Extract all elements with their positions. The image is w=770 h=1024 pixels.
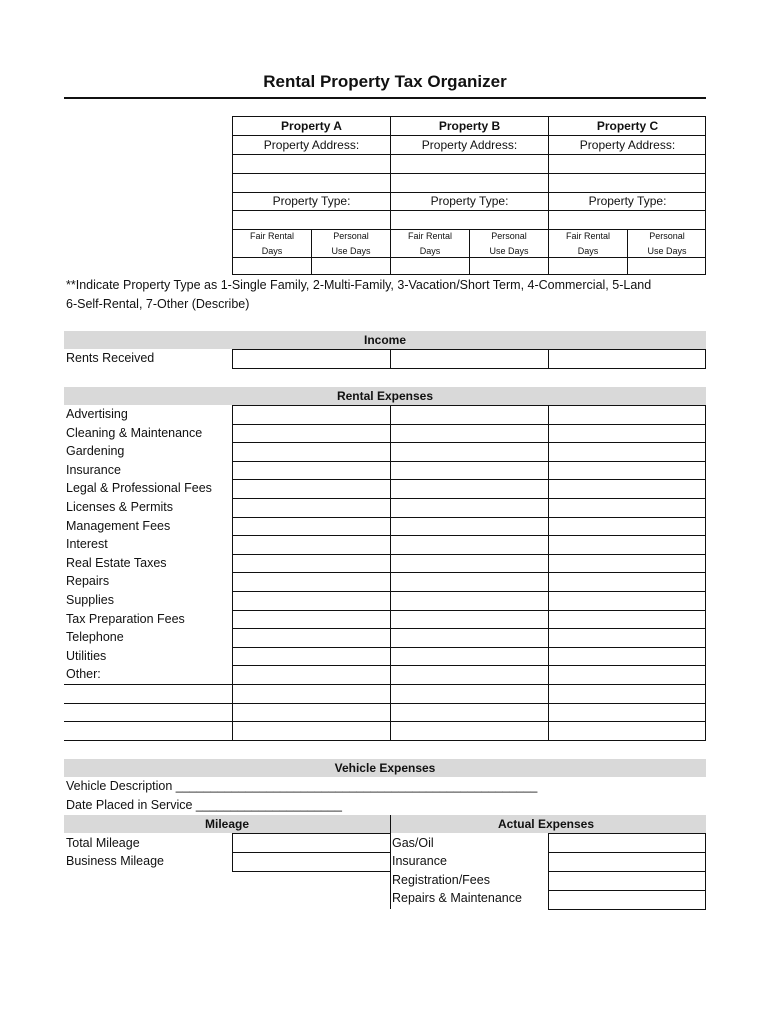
vehicle-description-field[interactable]: Vehicle Description ____________________________________________________ bbox=[66, 779, 538, 793]
expense-label: Tax Preparation Fees bbox=[66, 611, 185, 626]
rents-received-b-field[interactable] bbox=[390, 349, 549, 369]
expense-field-c[interactable] bbox=[548, 628, 706, 648]
grid-line bbox=[233, 210, 705, 211]
expense-field-c[interactable] bbox=[548, 572, 706, 592]
expense-field-c[interactable] bbox=[548, 424, 706, 444]
property-c-name: Property C bbox=[596, 119, 659, 133]
expense-field-c[interactable] bbox=[548, 703, 706, 723]
rents-received-label: Rents Received bbox=[66, 351, 155, 365]
registration-fees-label: Registration/Fees bbox=[392, 873, 490, 887]
actual-expenses-header: Actual Expenses bbox=[390, 815, 706, 833]
expense-label: Real Estate Taxes bbox=[66, 555, 167, 570]
expense-field-b[interactable] bbox=[390, 610, 549, 630]
expense-field-a[interactable] bbox=[232, 628, 391, 648]
total-mileage-label: Total Mileage bbox=[66, 836, 140, 850]
expense-field-c[interactable] bbox=[548, 721, 706, 741]
expense-field-b[interactable] bbox=[390, 684, 549, 704]
expense-field-b[interactable] bbox=[390, 591, 549, 611]
grid-line bbox=[233, 173, 705, 174]
expense-field-c[interactable] bbox=[548, 647, 706, 667]
property-c-fair-days-label: Fair Rental Days bbox=[565, 231, 610, 256]
expense-field-b[interactable] bbox=[390, 424, 549, 444]
expense-label: Cleaning & Maintenance bbox=[66, 425, 203, 440]
vehicle-insurance-label: Insurance bbox=[392, 854, 447, 868]
expense-field-b[interactable] bbox=[390, 647, 549, 667]
expense-field-c[interactable] bbox=[548, 554, 706, 574]
business-mileage-label: Business Mileage bbox=[66, 854, 164, 868]
expense-field-b[interactable] bbox=[390, 665, 549, 685]
expense-field-c[interactable] bbox=[548, 479, 706, 499]
expense-field-a[interactable] bbox=[232, 498, 391, 518]
expense-field-a[interactable] bbox=[232, 610, 391, 630]
vehicle-insurance-field[interactable] bbox=[548, 852, 706, 872]
property-grid bbox=[232, 116, 706, 275]
expense-label: Advertising bbox=[66, 407, 128, 421]
expense-field-a[interactable] bbox=[232, 572, 391, 592]
expense-field-b[interactable] bbox=[390, 479, 549, 499]
expense-field-b[interactable] bbox=[390, 461, 549, 481]
expense-field-b[interactable] bbox=[390, 535, 549, 555]
property-a-fair-days-label: Fair Rental Days bbox=[249, 231, 294, 256]
expense-field-c[interactable] bbox=[548, 498, 706, 518]
expense-field-c[interactable] bbox=[548, 461, 706, 481]
expense-field-b[interactable] bbox=[390, 498, 549, 518]
expense-field-c[interactable] bbox=[548, 610, 706, 630]
property-a-address-label: Property Address: bbox=[263, 138, 360, 152]
expense-label: Repairs bbox=[66, 574, 110, 589]
other-line bbox=[64, 684, 234, 685]
expense-field-a[interactable] bbox=[232, 442, 391, 462]
property-b-name: Property B bbox=[438, 119, 501, 133]
expense-field-a[interactable] bbox=[232, 721, 391, 741]
expense-field-b[interactable] bbox=[390, 554, 549, 574]
rents-received-a-field[interactable] bbox=[232, 349, 391, 369]
property-a-type-label: Property Type: bbox=[272, 194, 351, 208]
property-c-personal-days-label: Personal Use Days bbox=[647, 231, 687, 256]
date-placed-in-service-field[interactable]: Date Placed in Service _____________________ bbox=[66, 798, 342, 812]
grid-line bbox=[233, 192, 705, 193]
gas-oil-label: Gas/Oil bbox=[392, 836, 434, 850]
expense-field-a[interactable] bbox=[232, 684, 391, 704]
gas-oil-field[interactable] bbox=[548, 833, 706, 853]
registration-fees-field[interactable] bbox=[548, 871, 706, 891]
expense-label: Other: bbox=[66, 667, 101, 682]
rental-expenses-header: Rental Expenses bbox=[64, 387, 706, 405]
income-header: Income bbox=[64, 331, 706, 349]
expense-field-b[interactable] bbox=[390, 442, 549, 462]
grid-line bbox=[233, 135, 705, 136]
expense-label: Interest bbox=[66, 537, 108, 552]
expense-field-b[interactable] bbox=[390, 572, 549, 592]
expense-field-c[interactable] bbox=[548, 442, 706, 462]
property-b-fair-days-label: Fair Rental Days bbox=[407, 231, 452, 256]
expense-field-a[interactable] bbox=[232, 424, 391, 444]
property-c-address-label: Property Address: bbox=[579, 138, 676, 152]
expense-field-b[interactable] bbox=[390, 405, 549, 425]
property-b-address-label: Property Address: bbox=[421, 138, 518, 152]
expense-field-b[interactable] bbox=[390, 628, 549, 648]
property-a-personal-days-label: Personal Use Days bbox=[331, 231, 371, 256]
page-title: Rental Property Tax Organizer bbox=[263, 72, 507, 91]
expense-field-a[interactable] bbox=[232, 535, 391, 555]
vehicle-expenses-header: Vehicle Expenses bbox=[64, 759, 706, 777]
expense-field-c[interactable] bbox=[548, 684, 706, 704]
expense-label: Management Fees bbox=[66, 518, 171, 533]
expense-field-a[interactable] bbox=[232, 517, 391, 537]
expense-label: Supplies bbox=[66, 593, 114, 607]
total-mileage-field[interactable] bbox=[232, 833, 391, 853]
repairs-maintenance-field[interactable] bbox=[548, 890, 706, 910]
expense-field-b[interactable] bbox=[390, 517, 549, 537]
other-line[interactable] bbox=[64, 703, 234, 704]
property-c-type-label: Property Type: bbox=[588, 194, 667, 208]
expense-label: Legal & Professional Fees bbox=[66, 481, 212, 496]
expense-field-a[interactable] bbox=[232, 405, 391, 425]
expense-field-c[interactable] bbox=[548, 405, 706, 425]
property-b-type-label: Property Type: bbox=[430, 194, 509, 208]
expense-field-a[interactable] bbox=[232, 647, 391, 667]
property-a-name: Property A bbox=[281, 119, 342, 133]
expense-field-b[interactable] bbox=[390, 703, 549, 723]
property-b-personal-days-label: Personal Use Days bbox=[489, 231, 529, 256]
expense-label: Utilities bbox=[66, 648, 107, 663]
expense-field-c[interactable] bbox=[548, 591, 706, 611]
expense-field-a[interactable] bbox=[232, 461, 391, 481]
expense-field-a[interactable] bbox=[232, 665, 391, 685]
title-rule bbox=[64, 97, 706, 99]
mileage-header: Mileage bbox=[64, 815, 390, 833]
other-line[interactable] bbox=[64, 740, 234, 741]
other-line[interactable] bbox=[64, 721, 234, 722]
expense-field-a[interactable] bbox=[232, 554, 391, 574]
expense-field-a[interactable] bbox=[232, 703, 391, 723]
expense-field-c[interactable] bbox=[548, 535, 706, 555]
property-type-note: **Indicate Property Type as 1-Single Family, 2-Multi-Family, 3-Vacation/Short Term, 4-Commercial, 5-Land 6-Self-Rental, 7-Other (Describe) bbox=[66, 278, 652, 311]
business-mileage-field[interactable] bbox=[232, 852, 391, 872]
rents-received-c-field[interactable] bbox=[548, 349, 706, 369]
expense-field-c[interactable] bbox=[548, 517, 706, 537]
expense-field-a[interactable] bbox=[232, 479, 391, 499]
expense-field-a[interactable] bbox=[232, 591, 391, 611]
expense-field-c[interactable] bbox=[548, 665, 706, 685]
expense-field-b[interactable] bbox=[390, 721, 549, 741]
grid-line bbox=[233, 154, 705, 155]
expense-label: Licenses & Permits bbox=[66, 500, 173, 514]
expense-label: Insurance bbox=[66, 462, 121, 477]
expense-label: Gardening bbox=[66, 444, 125, 459]
repairs-maintenance-label: Repairs & Maintenance bbox=[392, 891, 522, 905]
expense-label: Telephone bbox=[66, 630, 124, 645]
